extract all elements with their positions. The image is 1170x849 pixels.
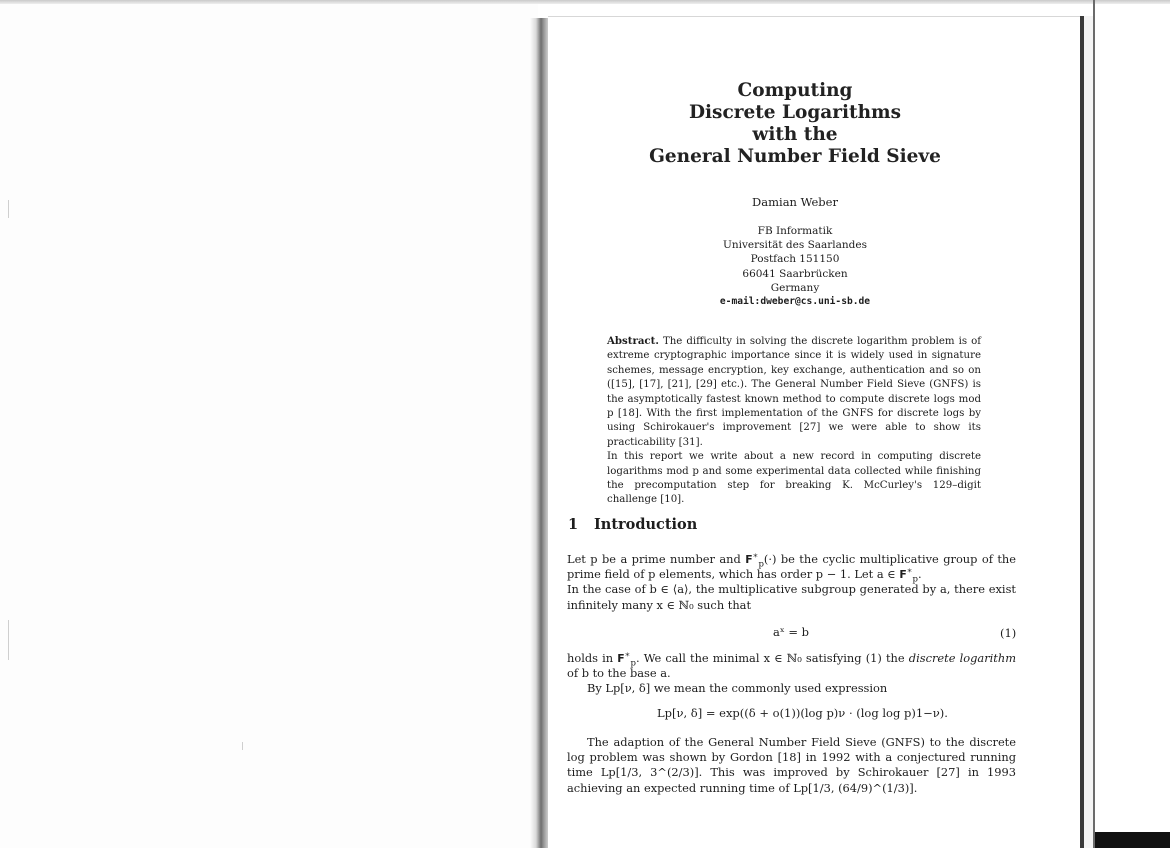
- body-text: Let p be a prime number and: [567, 552, 741, 566]
- intro-paragraph-2: holds in $F^∗_p$. We call the minimal x ∈ ℕ₀ satisfying (1) the discrete logarithm of b to the base a. By Lp[ν, δ] we mean the commonly used expression: [567, 650, 1016, 696]
- affiliation-line: Universität des Saarlandes: [722, 239, 868, 252]
- body-text: By Lp[ν, δ] we mean the commonly used expression: [587, 681, 888, 696]
- page-margin: [1084, 16, 1093, 848]
- title-line: Computing: [737, 80, 853, 101]
- section-number: 1: [568, 516, 579, 533]
- abstract-label: Abstract.: [607, 335, 659, 347]
- equation-number: (1): [1000, 626, 1017, 640]
- affiliation-line: FB Informatik: [757, 225, 833, 237]
- defined-term: discrete logarithm: [908, 651, 1016, 665]
- math-field: F: [617, 652, 625, 665]
- title-line: General Number Field Sieve: [649, 146, 941, 167]
- affiliation-line: Germany: [770, 281, 820, 294]
- left-page: [0, 0, 538, 848]
- abstract-text-2: In this report we write about a new record in computing discrete logarithms mod p and some experimental data collected while finishing the precomputation step for breaking K. McCurley's 129–digit challenge [10].: [607, 451, 981, 506]
- body-text: . We call the minimal x ∈ ℕ₀ satisfying (1) the: [635, 651, 905, 665]
- page-speck: [242, 742, 243, 750]
- paper-title: [640, 80, 950, 168]
- abstract: [607, 334, 981, 508]
- body-text: The adaption of the General Number Field Sieve (GNFS) to the discrete log problem was shown by Gordon [18] in 1992 with a conjectured running time Lp[1/3, 3^(2/3)]. This was improved by Schirokauer [27] in 1993 achieving an expected running time of Lp[1/3, (64/9)^(1/3)].: [567, 735, 1016, 795]
- body-text: (·) be the cyclic multiplicative group of the prime field of p elements, which has order p − 1. Let a ∈: [567, 552, 1017, 582]
- section-title: Introduction: [594, 516, 698, 533]
- body-text: In the case of b ∈ ⟨a⟩, the multiplicative subgroup generated by a, there exist infinitely many x ∈ ℕ₀ such that: [567, 582, 1016, 612]
- affiliation-line: Postfach 151150: [750, 253, 840, 266]
- body-text: of b to the base a.: [567, 666, 671, 681]
- affiliation: [640, 224, 950, 295]
- intro-paragraph-1: Let p be a prime number and $F^∗_p(\cdot)$ be the cyclic multiplicative group of the prime field of p elements, which has order p − 1. Let a ∈ $F^∗_p$. In the case of b ∈ ⟨a⟩, the multiplicative subgroup generated by a, there exist infinitely many x ∈ ℕ₀ such that: [567, 551, 1017, 612]
- math-field: F: [745, 553, 753, 566]
- affiliation-line: 66041 Saarbrücken: [742, 267, 848, 280]
- title-line: Discrete Logarithms: [688, 102, 902, 123]
- title-line: with the: [752, 124, 838, 145]
- page-speck: [8, 200, 9, 218]
- page-edge: [1080, 16, 1084, 848]
- equation-2: Lp[ν, δ] = exp((δ + o(1))(log p)ν · (log log p)1−ν).: [657, 706, 948, 720]
- equation-1: aˣ = b: [773, 625, 810, 639]
- math-field: F: [899, 568, 907, 582]
- body-text: holds in: [567, 651, 614, 665]
- scan-top-edge: [0, 0, 1170, 4]
- scan-corner: [1095, 832, 1170, 848]
- book-gutter: [530, 18, 550, 848]
- intro-paragraph-3: [567, 735, 1016, 796]
- section-heading: [568, 516, 697, 533]
- author-name: Damian Weber: [752, 195, 838, 209]
- email-address: e-mail:dweber@cs.uni-sb.de: [719, 296, 871, 307]
- abstract-text: The difficulty in solving the discrete logarithm problem is of extreme cryptographic importance since it is widely used in signature schemes, message encryption, key exchange, authentication and so on ([15], [17], [21], [29] etc.). The General Number Field Sieve (GNFS) is the asymptotically fastest known method to compute discrete logs mod p [18]. With the first implementation of the GNFS for discrete logs by using Schirokauer's improvement [27] we were able to show its practicability [31].: [607, 336, 981, 448]
- page-edge: [1093, 0, 1095, 848]
- page-speck: [8, 620, 9, 660]
